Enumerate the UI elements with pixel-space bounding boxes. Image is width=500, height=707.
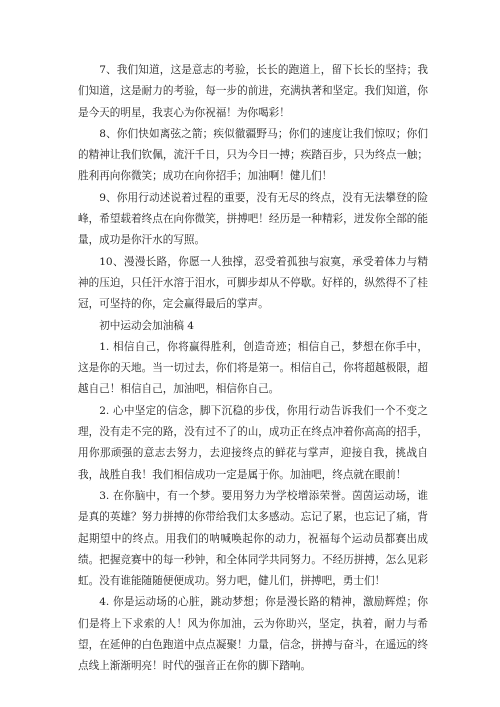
document-page — [78, 60, 428, 678]
paragraph-3: 3. 在你脑中，有一个梦。要用努力为学校增添荣誉。茵茵运动场，谁是真的英雄？努力拼搏的你带给我们太多感动。忘记了累，也忘记了痛，背起期望中的终点。用我们的呐喊唤起你的动力，祝福每个运动员都赛出成绩。把握竞赛中的每一秒钟，和全体同学共同努力。不经历拼搏，怎么见彩虹。没有谁能随随便便成功。努力吧，健儿们，拼搏吧，勇士们！ — [78, 489, 428, 588]
paragraph-9: 9、你用行动述说着过程的重要，没有无尽的终点，没有无法攀登的险峰，希望载着终点在向你微笑，拼搏吧！经历是一种精彩，迸发你全部的能量，成功是你汗水的写照。 — [78, 191, 428, 247]
paragraph-10: 10、漫漫长路，你愿一人独撑，忍受着孤独与寂寞，承受着体力与精神的压迫，只任汗水溶于泪水，可脚步却从不停歇。好样的，纵然得不了桂冠，可坚持的你，定会赢得最后的掌声。 — [78, 255, 428, 311]
section-title: 初中运动会加油稿 4 — [99, 319, 195, 332]
paragraph-8: 8、你们快如离弦之箭；疾似徹疆野马；你们的速度让我们惊叹；你们的精神让我们钦佩，流汗千日，只为今日一搏；疾踏百步，只为终点一触；胜利再向你微笑；成功在向你招手；加油啊！健儿们！ — [78, 127, 428, 183]
paragraph-7: 7、我们知道，这是意志的考验，长长的跑道上，留下长长的坚持；我们知道，这是耐力的考验，每一步的前进，充满执著和坚定。我们知道，你是今天的明星，我衷心为你祝福！为你喝彩！ — [78, 64, 428, 119]
paragraph-4: 4. 你是运动场的心脏，跳动梦想；你是漫长路的精神，激励辉煌；你们是将上下求索的人！风为你加油，云为你助兴，坚定，执着，耐力与希望，在延伸的白色跑道中点点凝聚！力量，信念，拼搏与奋斗，在遥远的终点线上渐渐明亮！时代的强音正在你的脚下踏响。 — [78, 596, 428, 673]
paragraph-2: 2. 心中坚定的信念，脚下沉稳的步伐，你用行动告诉我们一个不变之理，没有走不完的路，没有过不了的山，成功正在终点冲着你高高的招手，用你那顽强的意志去努力，去迎接终点的鲜花与掌声，迎接自我，挑战自我，战胜自我！我们相信成功一定是属于你。加油吧，终点就在眼前！ — [78, 404, 428, 481]
paragraph-1: 1. 相信自己，你将赢得胜利，创造奇迹；相信自己，梦想在你手中，这是你的天地。当一切过去，你们将是第一。相信自己，你将超越极限，超越自己！相信自己，加油吧，相信你自己。 — [78, 340, 428, 396]
